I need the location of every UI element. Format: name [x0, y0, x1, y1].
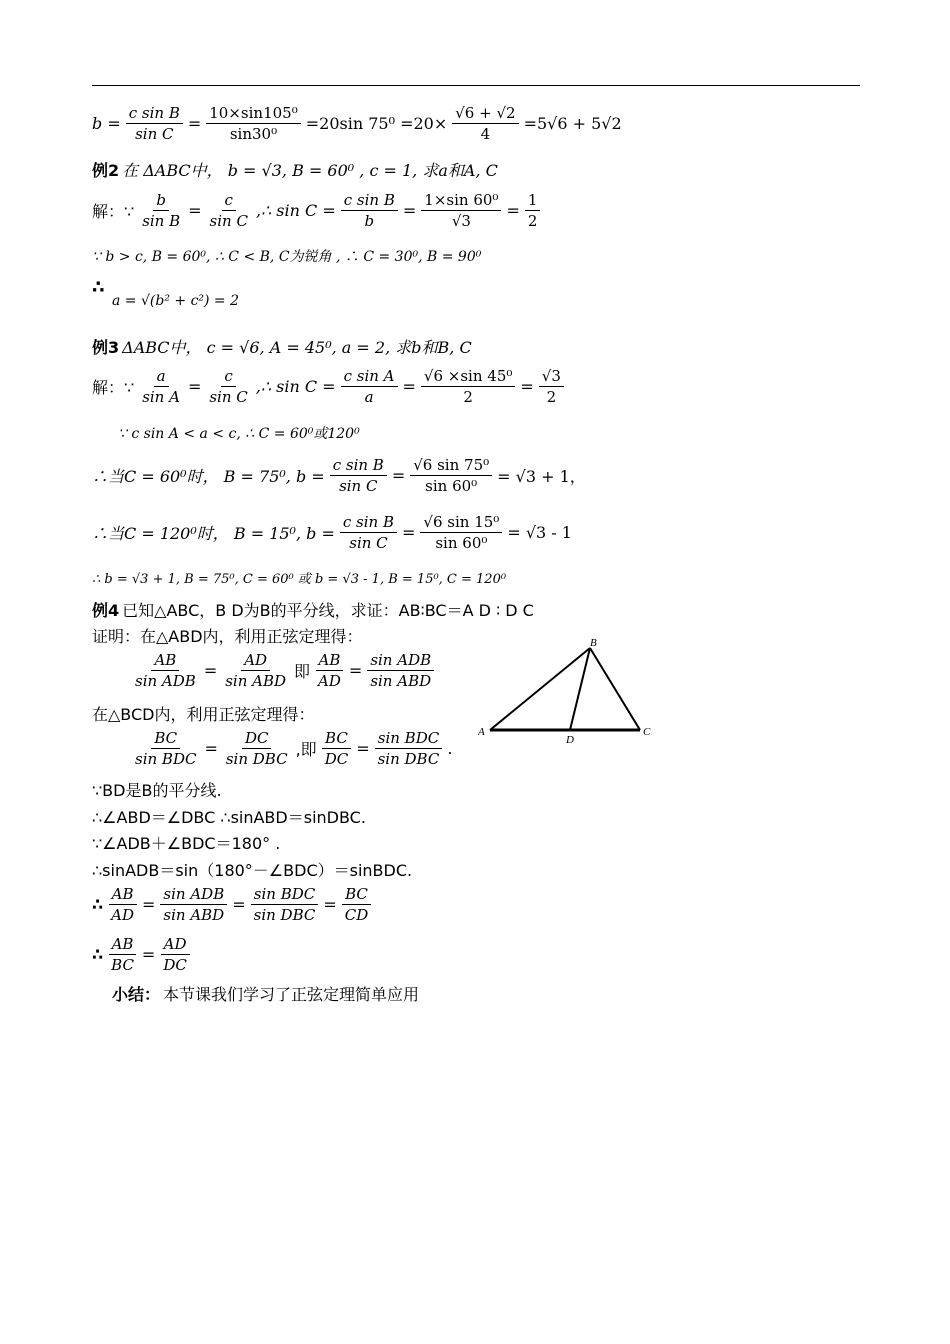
ex3-summary: ∴ b = √3 + 1, B = 75⁰, C = 60⁰ 或 b = √3 - 1, B = 15⁰, C = 120⁰: [92, 572, 507, 587]
ex2-frac-d: $\frac{\text{1×sin 60⁰}}{√3}$: [421, 190, 501, 231]
ex4-problem: 已知△ABC，B D为B的平分线，求证：AB∶BC＝A D ∶ D C: [122, 601, 534, 620]
ex4-step-1: ∵BD是B的平分线.: [92, 781, 222, 800]
ex3-solution-lead: 解：∵: [92, 378, 135, 397]
ex3-condition: ΔABC中， c = √6, A = 45⁰, a = 2, 求b和B, C: [122, 338, 472, 357]
ex3-solution: 解：∵ $\frac{a}{\text{sin A}}$ = $\frac{c}{\text{sin C}}$ ,∴ sin C = $\frac{\text{c sin A}}{a}$ = $\frac{\text{√6 ×sin 45⁰}}{2}$ = $\frac{√3}{2}$: [92, 366, 566, 407]
ex2-heading: [92, 158, 498, 181]
ex4-bcd-equation: $\frac{BC}{\text{sin BDC}}$ = $\frac{DC}{\text{sin DBC}}$ ,即 $\frac{BC}{DC}$ = $\frac{\text{sin BDC}}{\text{sin DBC}}$ .: [130, 728, 452, 769]
ex4-abd-frac-a: $\frac{AB}{\text{sin ADB}}$: [135, 651, 196, 690]
ex4-bcd-frac-c: $\frac{BC}{DC}$: [322, 728, 352, 769]
ex4-bcd-frac-b: $\frac{DC}{\text{sin DBC}}$: [225, 729, 288, 768]
ex1-frac-2: $\frac{\text{10×sin105⁰}}{\text{sin30⁰}}$: [206, 103, 300, 144]
triangle-figure: [478, 636, 658, 746]
ex2-frac-e: $\frac{1}{2}$: [525, 190, 541, 231]
ex3-case1-frac-b: $\frac{\text{√6 sin 75⁰}}{\text{sin 60⁰}}$: [410, 455, 492, 496]
ex4-label: 例4: [92, 601, 120, 620]
summary-text: 本节课我们学习了正弦定理简单应用: [163, 985, 420, 1004]
ex4-step-2: ∴∠ABD＝∠DBC ∴sinABD＝sinDBC.: [92, 808, 366, 827]
ex2-label: 例2: [92, 161, 120, 180]
ex4-step-4: ∴sinADB＝sin（180°－∠BDC）＝sinBDC.: [92, 861, 413, 880]
ex4-bcd-lead: 在△BCD内，利用正弦定理得：: [92, 705, 315, 724]
ex4-bcd-frac-a: $\frac{BC}{\text{sin BDC}}$: [135, 729, 197, 768]
ex3-frac-e: $\frac{√3}{2}$: [539, 366, 564, 407]
ex4-step-5: ∴ $\frac{AB}{AD}$ = $\frac{\text{sin ADB}}{\text{sin ABD}}$ = $\frac{\text{sin BDC}}{\text{sin DBC}}$ = $\frac{BC}{CD}$: [92, 884, 373, 925]
ex1-result: =5√6 + 5√2: [523, 114, 622, 133]
ex3-frac-d: $\frac{\text{√6 ×sin 45⁰}}{2}$: [421, 366, 515, 407]
label-b: B: [590, 637, 597, 649]
ex3-reason: ∵ c sin A < a < c, ∴ C = 60⁰或120⁰: [118, 426, 360, 442]
side-ab: [490, 648, 590, 730]
segment-bd: [570, 648, 590, 730]
ex2-condition: 在 ΔABC中， b = √3, B = 60⁰ , c = 1, 求a和A, C: [122, 161, 498, 180]
ex1-lhs: b =: [92, 114, 121, 133]
label-c: C: [643, 726, 651, 738]
ex3-case1-frac-a: $\frac{\text{c sin B}}{\text{sin C}}$: [330, 455, 387, 496]
ex3-label: 例3: [92, 338, 120, 357]
ex4-abd-equation: $\frac{AB}{\text{sin ADB}}$ = $\frac{AD}{\text{sin ABD}}$ 即 $\frac{AB}{AD}$ = $\frac{\text{sin ADB}}{\text{sin ABD}}$: [130, 650, 436, 691]
ex3-case2-frac-a: $\frac{\text{c sin B}}{\text{sin C}}$: [340, 512, 397, 553]
ex4-s5-frac-b: $\frac{\text{sin ADB}}{\text{sin ABD}}$: [160, 884, 227, 925]
ex4-heading: [92, 598, 534, 621]
ex3-frac-c: $\frac{\text{c sin A}}{a}$: [341, 366, 398, 407]
ex3-case-1: ∴当C = 60⁰时， B = 75⁰, b = $\frac{\text{c sin B}}{\text{sin C}}$ = $\frac{\text{√6 sin 75⁰}}{\text{sin 60⁰}}$ = √3 + 1，: [92, 456, 586, 495]
label-a: A: [478, 726, 485, 738]
ex3-heading: [92, 335, 472, 358]
summary-label: 小结：: [112, 985, 161, 1004]
label-d: D: [566, 734, 574, 746]
ex2-frac-b: $\frac{c}{\text{sin C}}$: [209, 191, 248, 230]
ex4-s5-frac-c: $\frac{\text{sin BDC}}{\text{sin DBC}}$: [251, 884, 319, 925]
ex1-frac-3: $\frac{√6 + √2}{4}$: [452, 103, 518, 144]
ex1-equation: b = $\frac{\text{c sin B}}{\text{sin C}}$ = $\frac{\text{10×sin105⁰}}{\text{sin30⁰}}$ =20sin 75⁰ =20× $\frac{√6 + √2}{4}$ =5√6 + 5√2: [92, 104, 622, 143]
ex4-step-6: ∴ $\frac{AB}{BC}$ = $\frac{AD}{DC}$: [92, 934, 192, 975]
ex4-bcd-frac-d: $\frac{\text{sin BDC}}{\text{sin DBC}}$: [375, 728, 443, 769]
ex2-therefore: ∴: [92, 277, 105, 298]
ex2-solution: 解：∵ $\frac{b}{\text{sin B}}$ = $\frac{c}{\text{sin C}}$ ,∴ sin C = $\frac{\text{c sin B}}{b}$ = $\frac{\text{1×sin 60⁰}}{√3}$ = $\frac{1}{2}$: [92, 190, 542, 231]
ex4-s5-frac-a: $\frac{AB}{AD}$: [108, 884, 137, 925]
summary: [112, 982, 419, 1005]
ex1-mid: =20sin 75⁰ =20×: [305, 114, 448, 133]
ex3-frac-b: $\frac{c}{\text{sin C}}$: [209, 367, 248, 406]
ex3-case2-frac-b: $\frac{\text{√6 sin 15⁰}}{\text{sin 60⁰}}$: [420, 512, 502, 553]
header-rule: [92, 85, 860, 86]
ex4-abd-frac-d: $\frac{\text{sin ADB}}{\text{sin ABD}}$: [367, 650, 434, 691]
ex3-frac-a: $\frac{a}{\text{sin A}}$: [142, 367, 180, 406]
ex2-frac-c: $\frac{\text{c sin B}}{b}$: [341, 190, 398, 231]
ex4-step-3: ∵∠ADB＋∠BDC＝180° .: [92, 834, 281, 853]
ex4-proof-lead: 证明：在△ABD内，利用正弦定理得：: [92, 627, 363, 646]
ex4-s5-frac-d: $\frac{BC}{CD}$: [342, 884, 372, 925]
ex4-s6-frac-a: $\frac{AB}{BC}$: [108, 934, 137, 975]
ex4-s6-frac-b: $\frac{AD}{DC}$: [160, 934, 190, 975]
ex2-frac-a: $\frac{b}{\text{sin B}}$: [142, 191, 181, 230]
ex2-reason: ∵ b > c, B = 60⁰, ∴ C < B, C为锐角 , ∴ C = 30⁰, B = 90⁰: [92, 249, 482, 265]
side-bc: [590, 648, 640, 730]
ex4-abd-frac-c: $\frac{AB}{AD}$: [315, 650, 344, 691]
ex4-abd-frac-b: $\frac{AD}{\text{sin ABD}}$: [225, 651, 287, 690]
ex3-case-2: ∴当C = 120⁰时， B = 15⁰, b = $\frac{\text{c sin B}}{\text{sin C}}$ = $\frac{\text{√6 sin 15⁰}}{\text{sin 60⁰}}$ = √3 - 1: [92, 513, 572, 552]
ex2-solution-lead: 解：∵: [92, 202, 135, 221]
ex2-result: a = √(b² + c²) = 2: [112, 293, 240, 309]
ex1-frac-1: $\frac{\text{c sin B}}{\text{sin C}}$: [126, 103, 183, 144]
